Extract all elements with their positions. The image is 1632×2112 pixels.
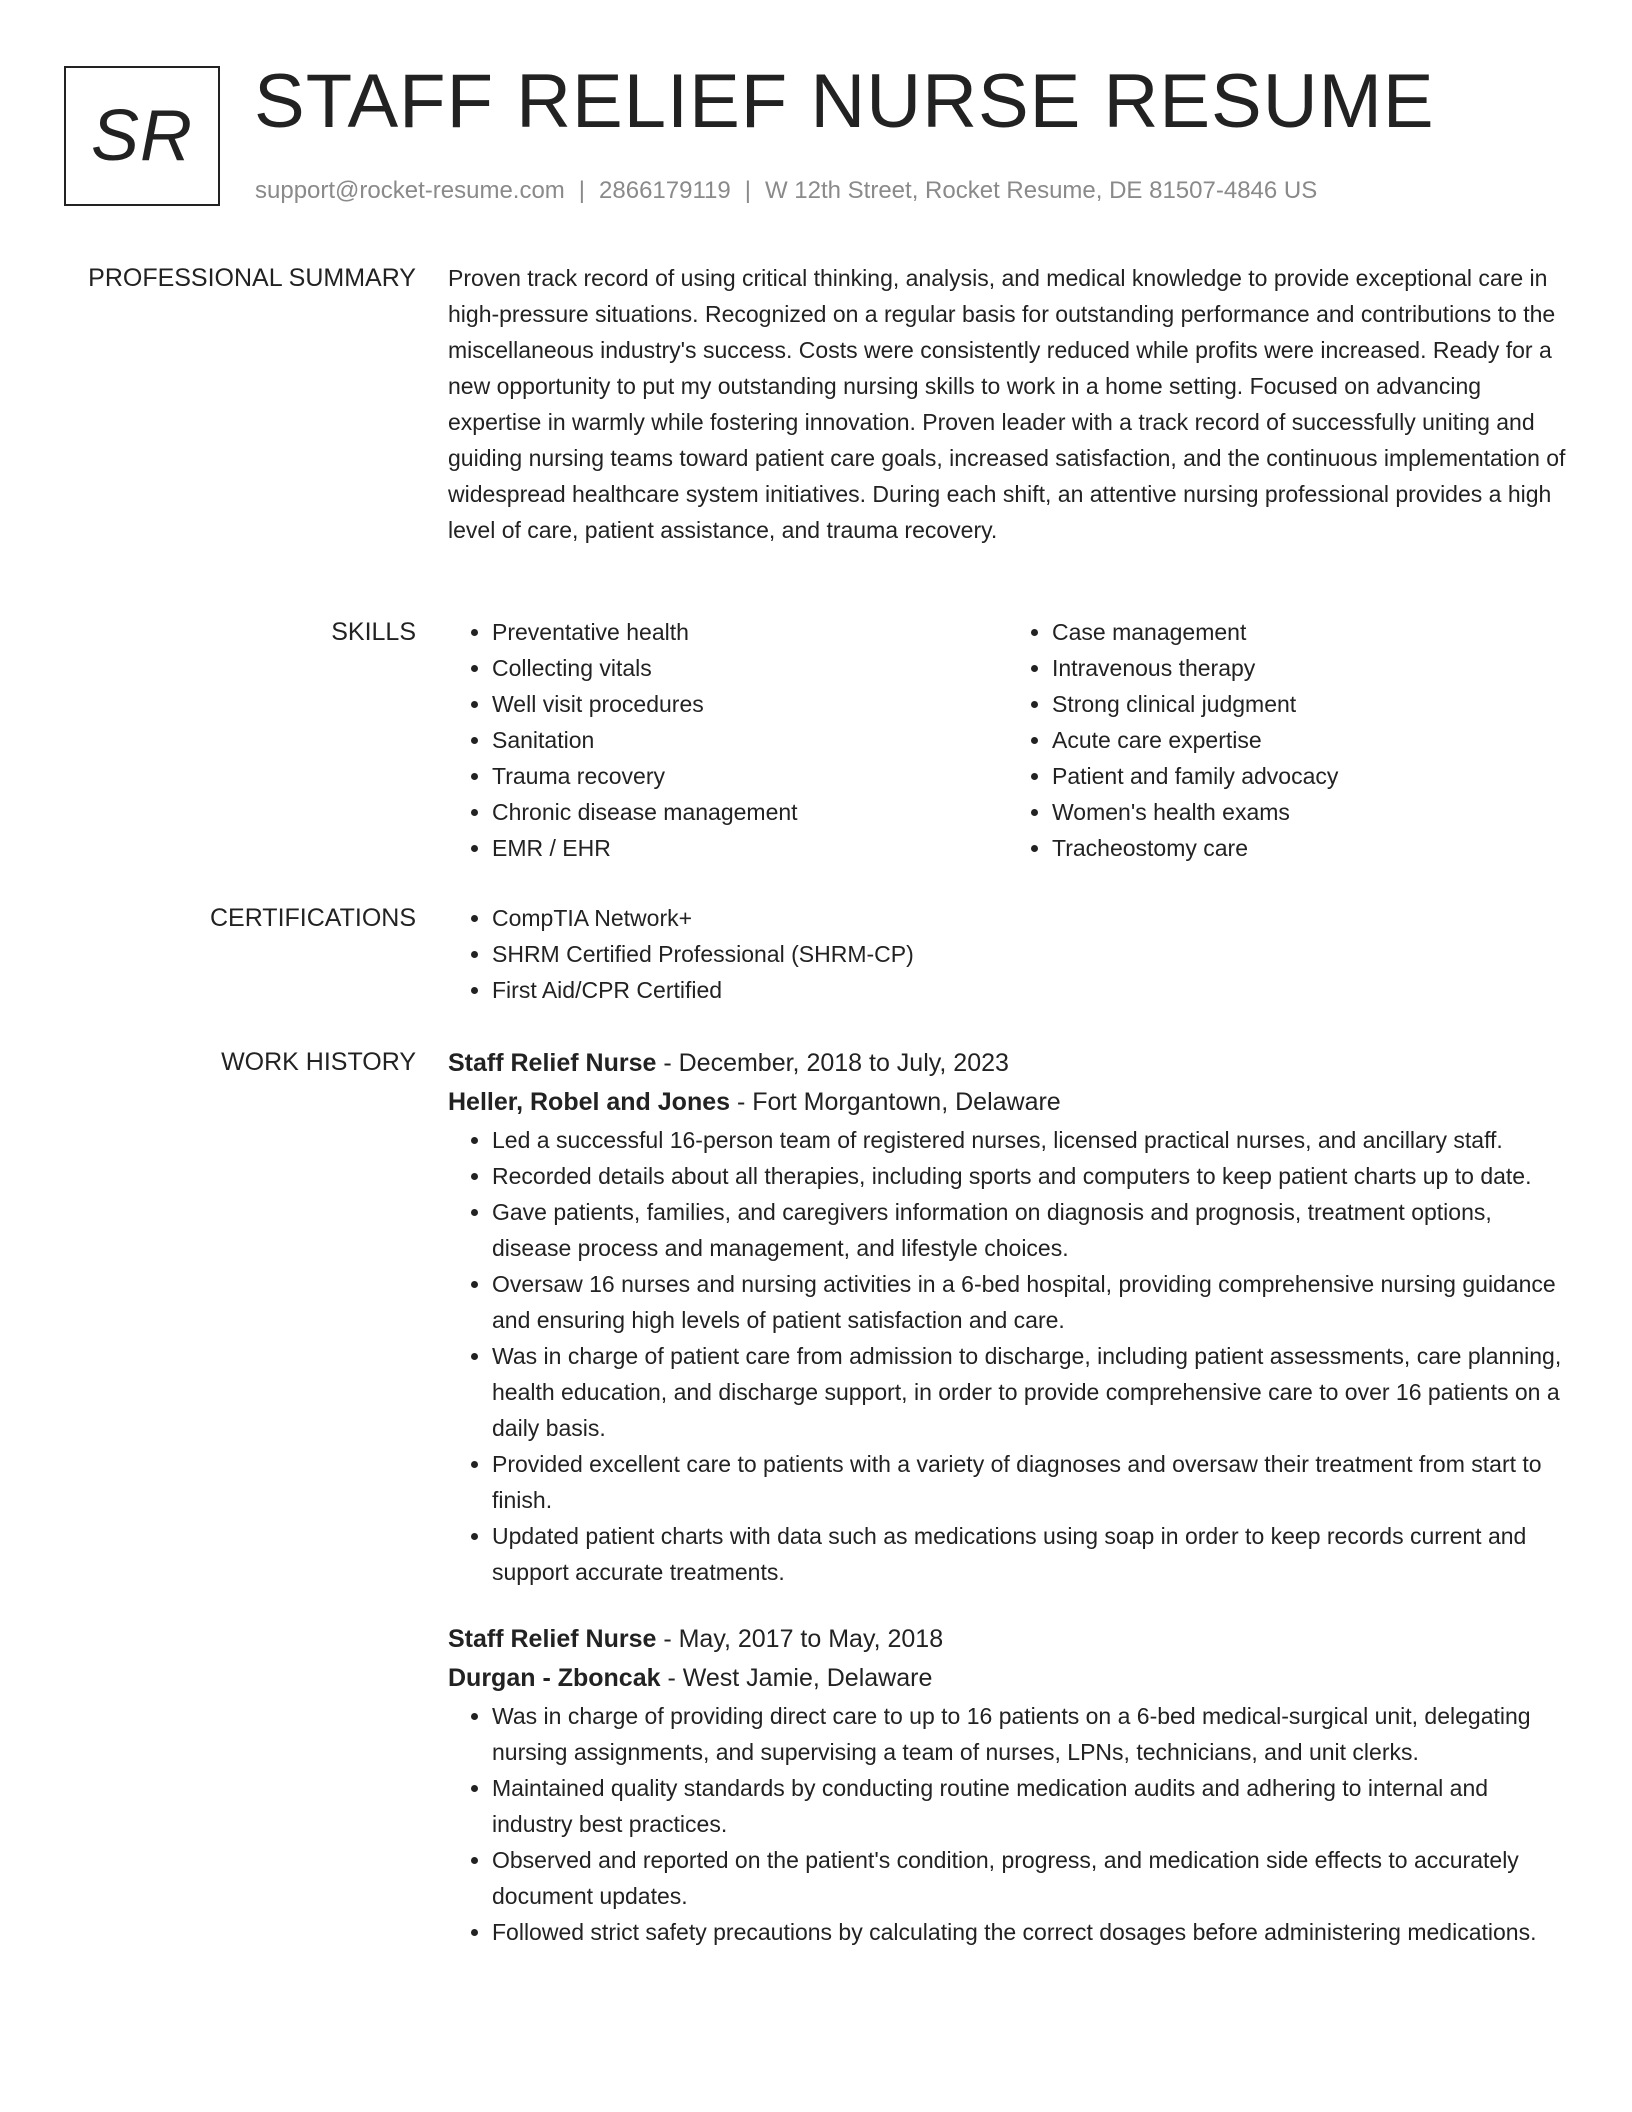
job-duty: • Recorded details about all therapies, including sports and computers to keep patient charts up to date. (492, 1158, 1568, 1194)
skills-body (448, 614, 1568, 866)
job-duties-list (448, 1698, 1568, 1950)
skill-item: • Well visit procedures (492, 686, 1008, 722)
job-location: - Fort Morgantown, Delaware (730, 1088, 1061, 1116)
skills-list-right (1008, 614, 1568, 866)
job-title-line (448, 1044, 1568, 1082)
resume-title: STAFF RELIEF NURSE RESUME (254, 59, 1435, 144)
monogram-badge (64, 66, 220, 206)
job-company-line (448, 1082, 1568, 1122)
section-certifications (0, 900, 1632, 1020)
skill-item: • Chronic disease management (492, 794, 1008, 830)
job-duty: • Was in charge of providing direct care to up to 16 patients on a 6-bed medical-surgical unit, delegating nursing assignments, and supervising a team of nurses, LPNs, technicians, and unit clerks. (492, 1698, 1568, 1770)
section-work-history (0, 1044, 1632, 2112)
skill-item: • Collecting vitals (492, 650, 1008, 686)
section-label-certifications: CERTIFICATIONS (209, 904, 416, 932)
job-title: Staff Relief Nurse (448, 1625, 657, 1653)
skill-item: • Trauma recovery (492, 758, 1008, 794)
contact-address: W 12th Street, Rocket Resume, DE 81507-4846 US (764, 177, 1318, 204)
job-dates: - December, 2018 to July, 2023 (656, 1049, 1009, 1077)
section-summary (0, 260, 1632, 590)
skill-item: • Case management (1052, 614, 1568, 650)
certifications-body (448, 900, 1568, 1008)
summary-text: Proven track record of using critical thinking, analysis, and medical knowledge to provide exceptional care in high-pressure situations. Recognized on a regular basis for outstanding performance and contributions to the miscellaneous industry's success. Costs were consistently reduced while profits were increased. Ready for a new opportunity to put my outstanding nursing skills to work in a home setting. Focused on advancing expertise in warmly while fostering innovation. Proven leader with a track record of successfully uniting and guiding nursing teams toward patient care goals, increased satisfaction, and the continuous implementation of widespread healthcare system initiatives. During each shift, an attentive nursing professional provides a high level of care, patient assistance, and trauma recovery. (448, 265, 1566, 543)
contact-email: support@rocket-resume.com (255, 177, 565, 204)
job-company: Durgan - Zboncak (448, 1664, 661, 1692)
job-duty: • Provided excellent care to patients with a variety of diagnoses and oversaw their treatment from start to finish. (492, 1446, 1568, 1518)
job-title-line (448, 1620, 1568, 1658)
certification-item: • SHRM Certified Professional (SHRM-CP) (492, 936, 1568, 972)
contact-separator: | (744, 177, 751, 204)
work-history-body (448, 1044, 1568, 1980)
skill-item: • Acute care expertise (1052, 722, 1568, 758)
job-dates: - May, 2017 to May, 2018 (656, 1625, 944, 1653)
contact-separator: | (578, 177, 586, 204)
skills-list-left (448, 614, 1008, 866)
certifications-list (448, 900, 1568, 1008)
skill-item: • Preventative health (492, 614, 1008, 650)
monogram-initials: SR (90, 96, 194, 176)
job-duty: • Followed strict safety precautions by calculating the correct dosages before administering medications. (492, 1914, 1568, 1950)
job-company: Heller, Robel and Jones (448, 1088, 731, 1116)
section-label-summary: PROFESSIONAL SUMMARY (88, 264, 416, 292)
job-title: Staff Relief Nurse (448, 1049, 657, 1077)
certification-item: • First Aid/CPR Certified (492, 972, 1568, 1008)
section-label-work-history: WORK HISTORY (221, 1048, 416, 1076)
job-duties-list (448, 1122, 1568, 1590)
job-duty: • Observed and reported on the patient's condition, progress, and medication side effects to accurately document updates. (492, 1842, 1568, 1914)
skill-item: • Strong clinical judgment (1052, 686, 1568, 722)
job-duty: • Oversaw 16 nurses and nursing activities in a 6-bed hospital, providing comprehensive nursing guidance and ensuring high levels of patient satisfaction and care. (492, 1266, 1568, 1338)
skill-item: • Tracheostomy care (1052, 830, 1568, 866)
skill-item: • Patient and family advocacy (1052, 758, 1568, 794)
job-duty: • Was in charge of patient care from admission to discharge, including patient assessments, care planning, health education, and discharge support, in order to provide comprehensive care to over 16 patients on a daily basis. (492, 1338, 1568, 1446)
certification-item: • CompTIA Network+ (492, 900, 1568, 936)
job-duty: • Maintained quality standards by conducting routine medication audits and adhering to internal and industry best practices. (492, 1770, 1568, 1842)
job-company-line (448, 1658, 1568, 1698)
job-entry (448, 1620, 1568, 1950)
contact-line (255, 176, 1317, 206)
job-duty: • Updated patient charts with data such as medications using soap in order to keep records current and support accurate treatments. (492, 1518, 1568, 1590)
skill-item: • EMR / EHR (492, 830, 1008, 866)
job-duty: • Led a successful 16-person team of registered nurses, licensed practical nurses, and ancillary staff. (492, 1122, 1568, 1158)
job-location: - West Jamie, Delaware (660, 1664, 933, 1692)
section-label-skills: SKILLS (331, 618, 416, 646)
contact-phone: 2866179119 (599, 177, 731, 204)
skill-item: • Women's health exams (1052, 794, 1568, 830)
summary-body (448, 260, 1568, 548)
skill-item: • Intravenous therapy (1052, 650, 1568, 686)
job-duty: • Gave patients, families, and caregivers information on diagnosis and prognosis, treatment options, disease process and management, and lifestyle choices. (492, 1194, 1568, 1266)
section-skills (0, 614, 1632, 874)
skill-item: • Sanitation (492, 722, 1008, 758)
job-entry (448, 1044, 1568, 1590)
